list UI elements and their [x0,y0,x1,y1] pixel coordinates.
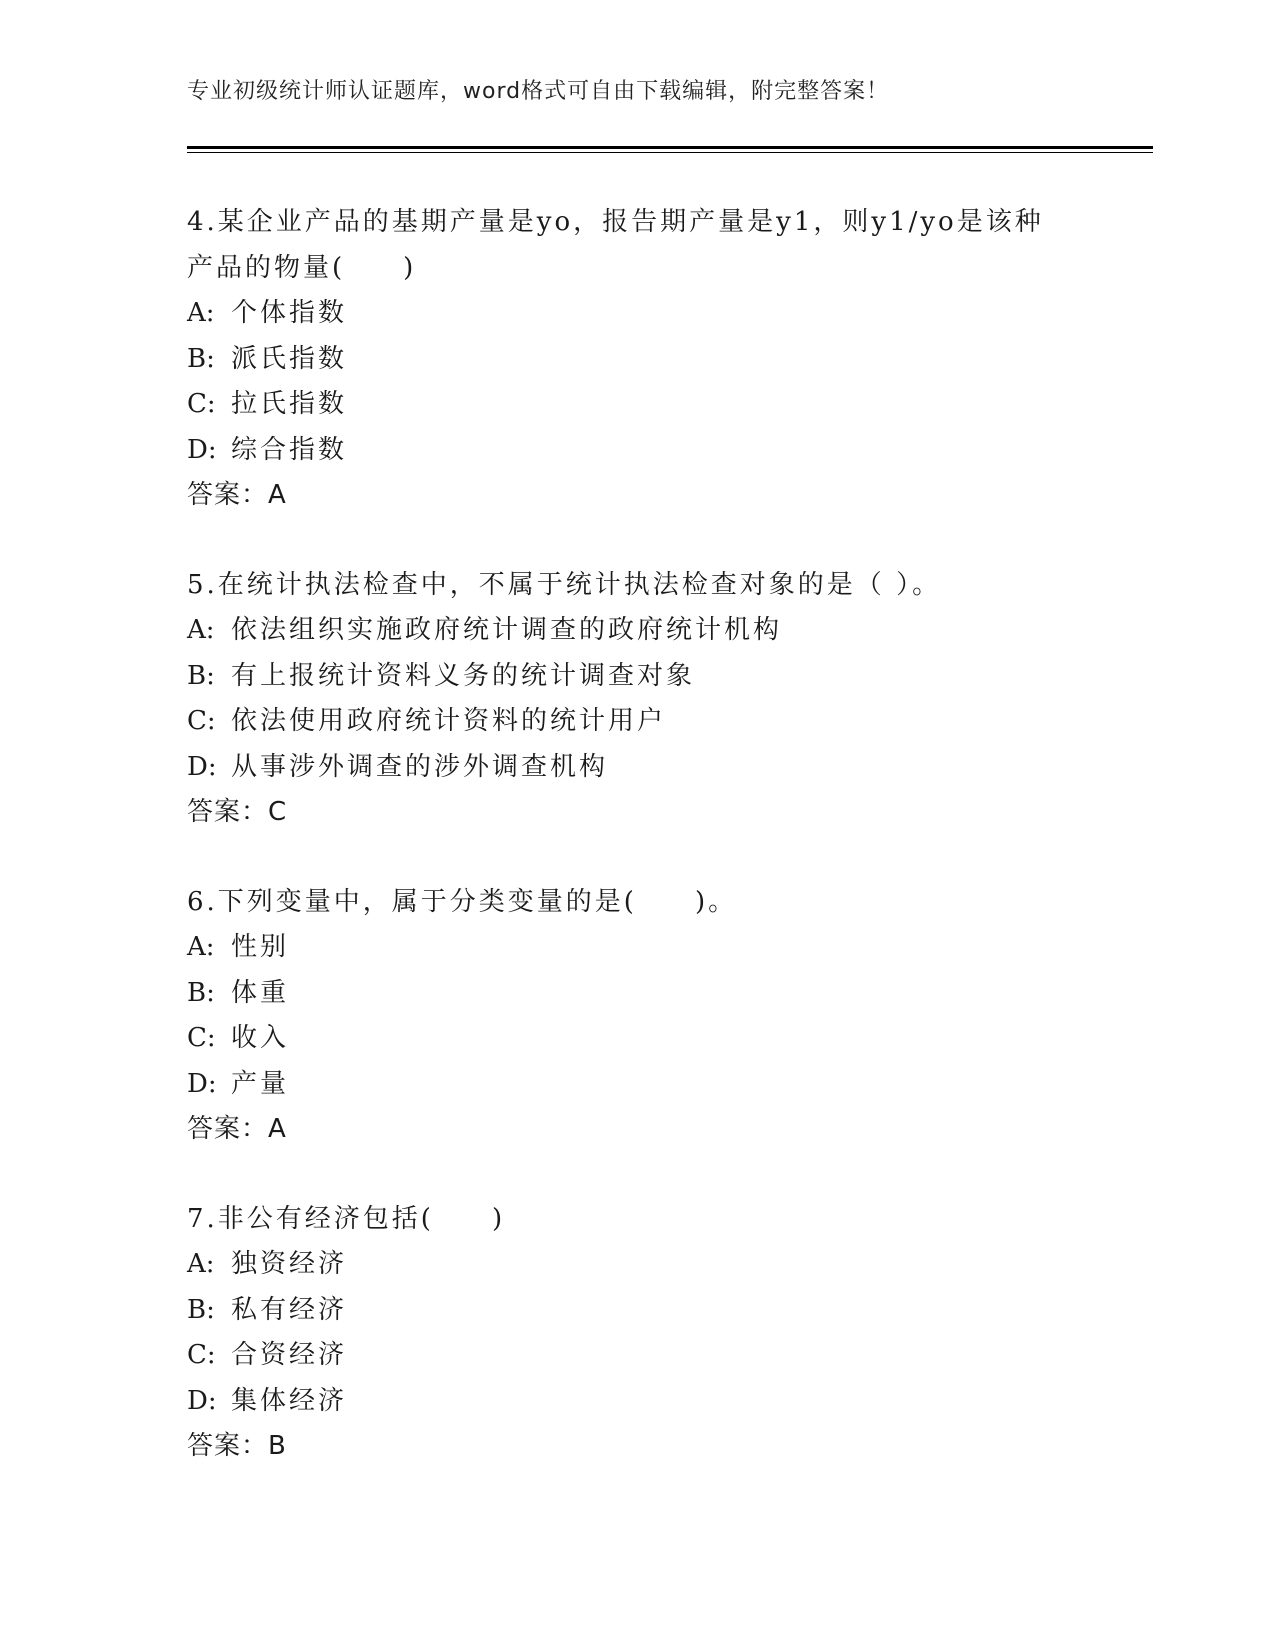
option-letter: A: [187,932,215,962]
option-letter: B: [187,343,215,374]
question-6 [187,880,1087,1153]
header-divider [187,146,1153,153]
question-7 [187,1197,1087,1470]
option-letter: D: [187,1068,217,1099]
option-b [187,971,1087,1017]
option-d [187,1062,1087,1108]
question-stem: 5.在统计执法检查中，不属于统计执法检查对象的是（ ）。 [187,569,942,600]
option-b [187,1288,1087,1334]
question-stem: 4.某企业产品的基期产量是yo，报告期产量是y1，则y1/yo是该种 [187,207,1044,237]
option-b [187,337,1087,383]
option-c [187,382,1087,428]
question-4 [187,200,1087,519]
option-a [187,925,1087,971]
answer-line: 答案：B [187,1431,287,1461]
answer-line: 答案：A [187,480,287,510]
option-letter: A: [187,298,215,328]
option-c [187,699,1087,745]
question-list [187,200,1087,1514]
option-text: 私有经济 [231,1294,348,1325]
option-c [187,1333,1087,1379]
answer-line: 答案：C [187,797,288,827]
option-d [187,1379,1087,1425]
option-text: 集体经济 [231,1385,348,1416]
option-letter: D: [187,434,217,465]
option-b [187,654,1087,700]
option-letter: A: [187,1249,215,1279]
option-c [187,1016,1087,1062]
option-letter: C: [187,706,216,736]
option-letter: B: [187,977,215,1008]
option-text: 拉氏指数 [231,389,348,419]
option-a [187,1242,1087,1288]
option-text: 独资经济 [231,1249,348,1279]
option-letter: C: [187,1023,216,1053]
option-letter: C: [187,389,216,419]
option-text: 性别 [231,932,290,962]
option-d [187,428,1087,474]
option-letter: D: [187,751,217,782]
option-text: 派氏指数 [231,343,348,374]
option-text: 体重 [231,977,290,1008]
option-text: 依法组织实施政府统计调查的政府统计机构 [231,615,783,645]
option-text: 从事涉外调查的涉外调查机构 [231,751,609,782]
option-a [187,608,1087,654]
option-text: 合资经济 [231,1340,348,1370]
answer-line: 答案：A [187,1114,287,1144]
option-d [187,745,1087,791]
question-stem: 6.下列变量中，属于分类变量的是( )。 [187,886,738,917]
question-stem-continued: 产品的物量( ) [187,252,417,283]
option-text: 收入 [231,1023,290,1053]
option-text: 有上报统计资料义务的统计调查对象 [231,660,696,691]
option-letter: D: [187,1385,217,1416]
option-a [187,291,1087,337]
option-text: 个体指数 [231,298,348,328]
page-header: 专业初级统计师认证题库，word格式可自由下载编辑，附完整答案！ [187,79,890,104]
option-text: 产量 [231,1068,290,1099]
question-5 [187,563,1087,836]
option-letter: B: [187,660,215,691]
option-letter: C: [187,1340,216,1370]
option-letter: A: [187,615,215,645]
option-text: 依法使用政府统计资料的统计用户 [231,706,667,736]
option-text: 综合指数 [231,434,348,465]
option-letter: B: [187,1294,215,1325]
question-stem: 7.非公有经济包括( ) [187,1203,506,1234]
